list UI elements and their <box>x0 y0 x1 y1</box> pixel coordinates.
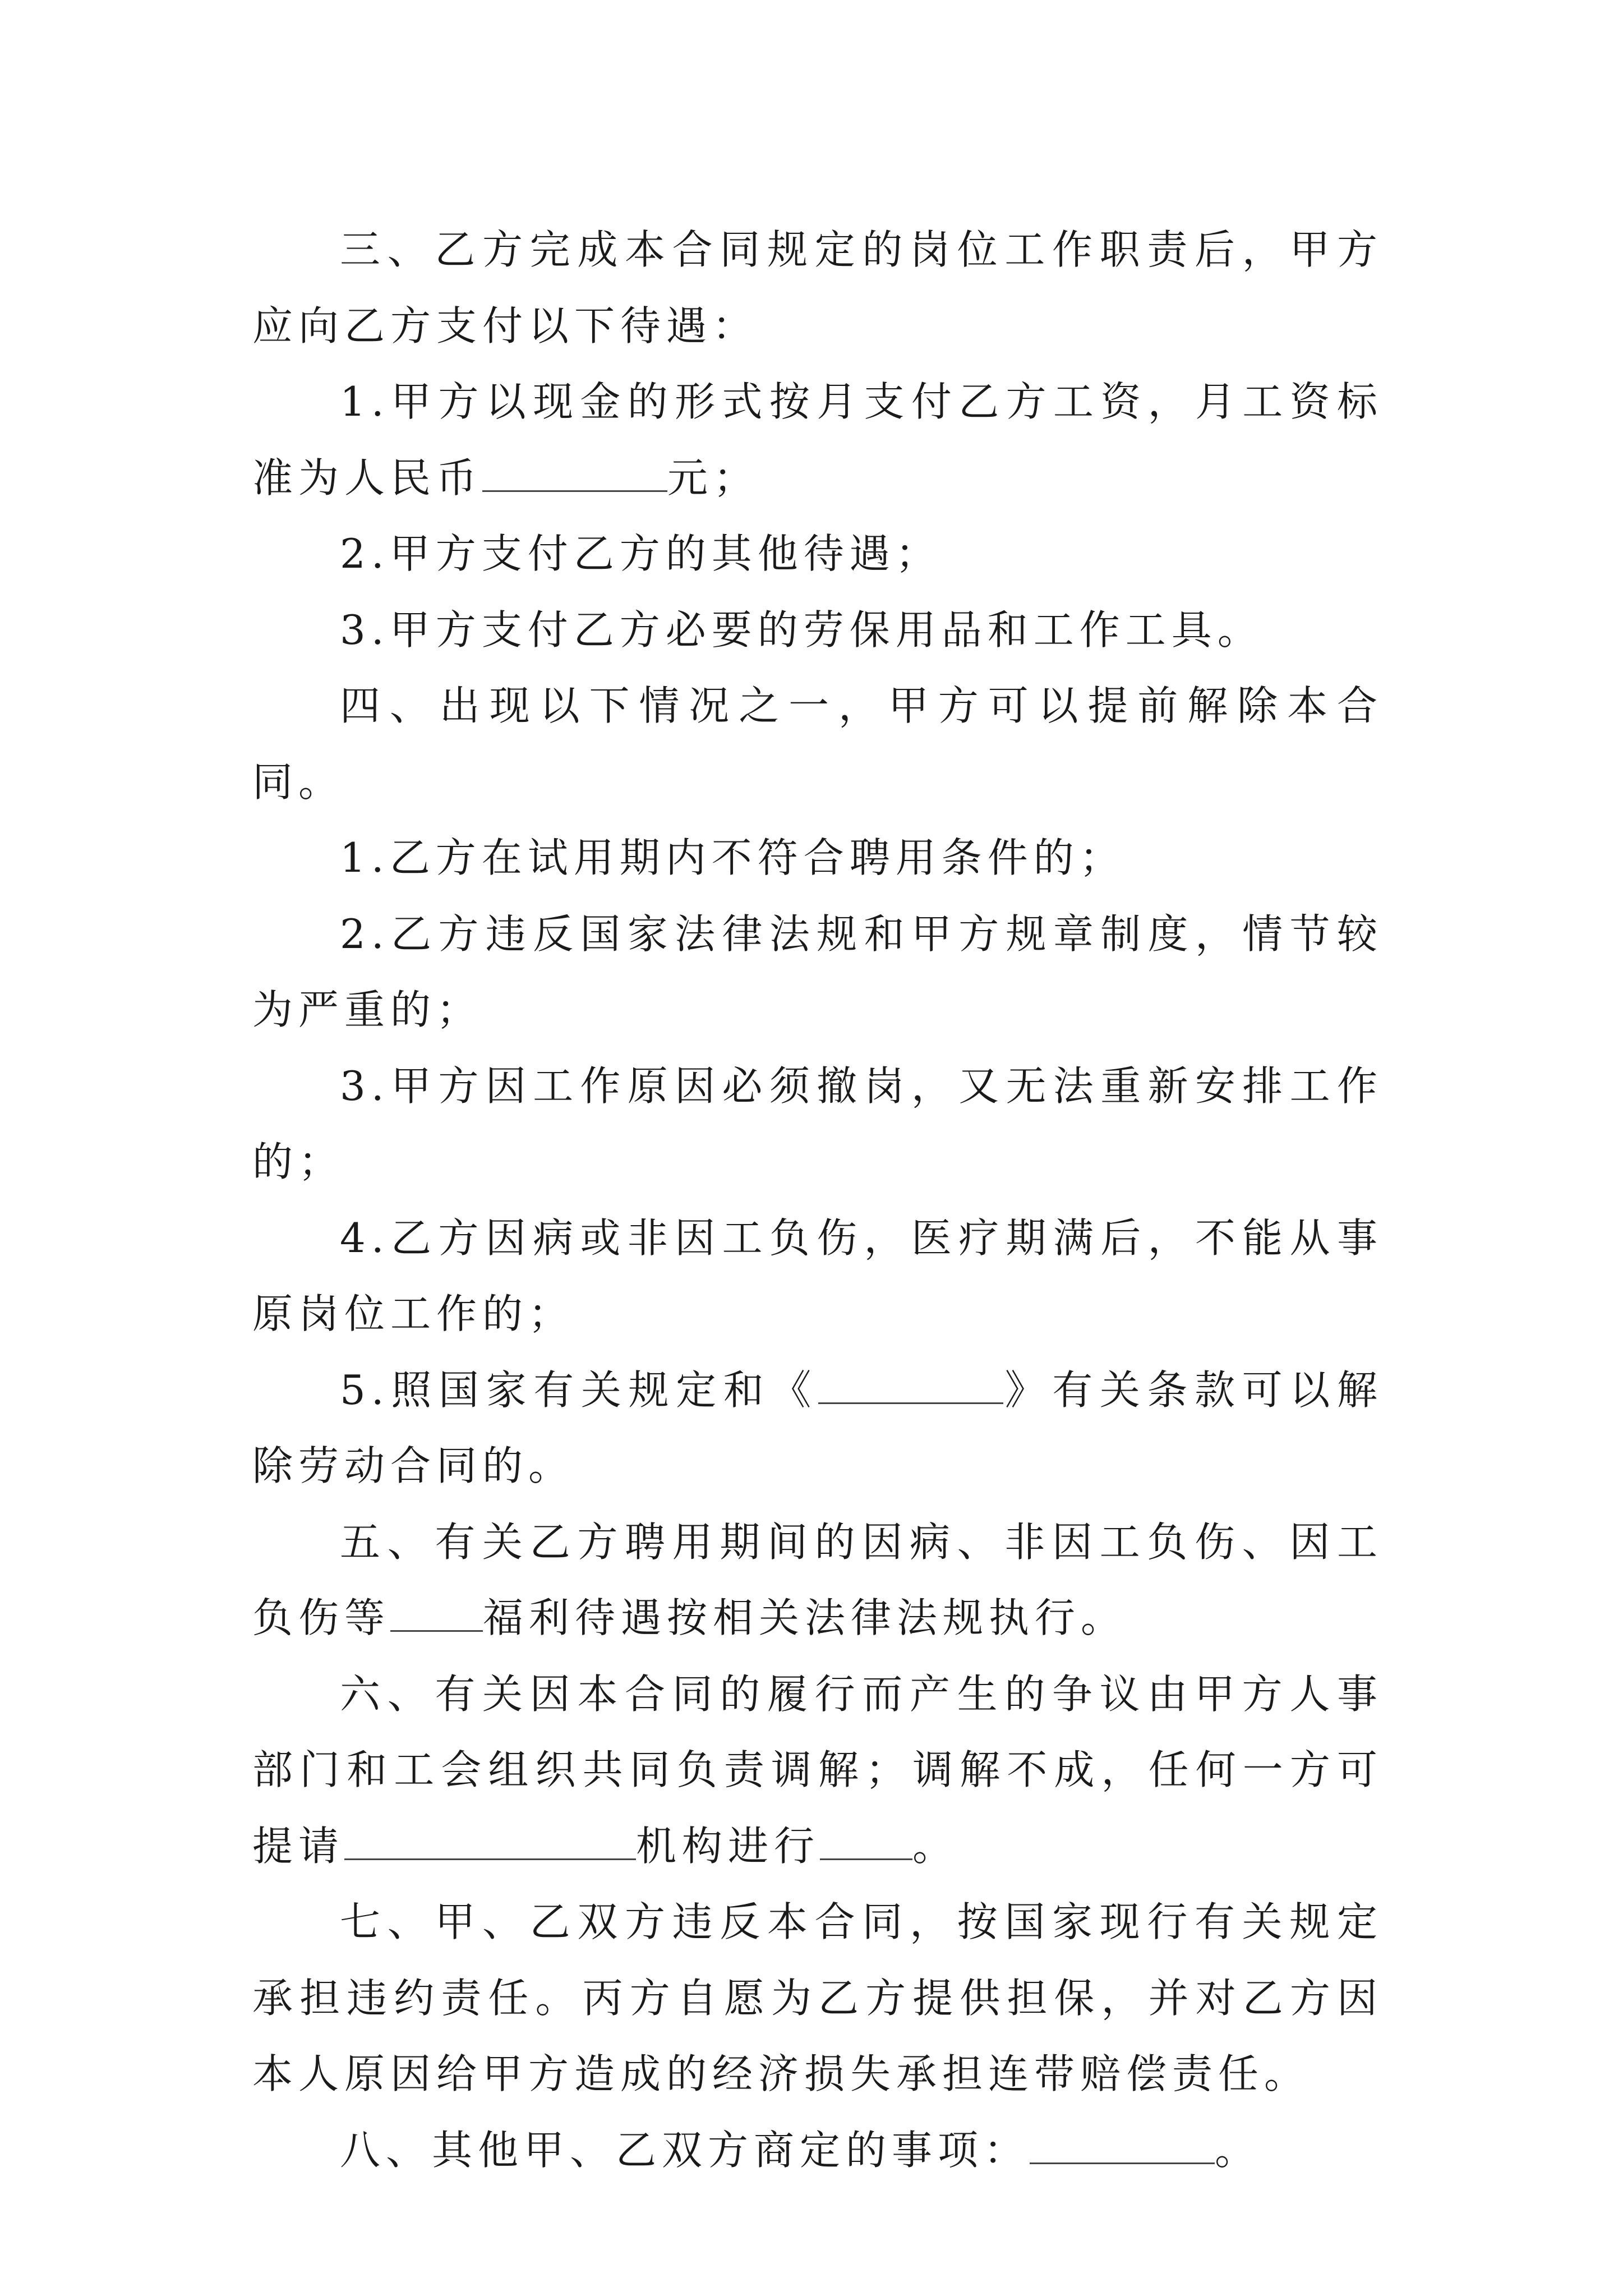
clause-6 <box>252 1657 1383 1885</box>
blank-fill-line <box>818 1368 1003 1404</box>
clause-3-item-3 <box>252 592 1383 669</box>
clause-4-item-3 <box>252 1048 1383 1200</box>
clause-text: 机构进行 <box>636 1822 820 1870</box>
blank-fill-line <box>344 1824 636 1860</box>
clause-3-item-2 <box>252 516 1383 592</box>
clause-text: 3.甲方因工作原因必须撤岗，又无法重新安排工作的； <box>252 1062 1383 1185</box>
contract-body <box>252 212 1383 2188</box>
clause-text: 八、其他甲、乙双方商定的事项： <box>340 2126 1030 2174</box>
clause-text: 2.乙方违反国家法律法规和甲方规章制度，情节较为严重的； <box>252 910 1383 1033</box>
blank-fill-line <box>820 1824 912 1860</box>
clause-4-item-5 <box>252 1352 1383 1504</box>
clause-3 <box>252 212 1383 364</box>
clause-text: 七、甲、乙双方违反本合同，按国家现行有关规定承担违约责任。丙方自愿为乙方提供担保，并对乙方因本人原因给甲方造成的经济损失承担连带赔偿责任。 <box>252 1898 1383 2097</box>
clause-4-item-2 <box>252 896 1383 1048</box>
clause-text: 2.甲方支付乙方的其他待遇； <box>340 530 942 577</box>
clause-text: 五、有关乙方聘用期间的因病、非因工负伤、因工负伤等 <box>252 1518 1383 1641</box>
clause-text: 4.乙方因病或非因工负伤，医疗期满后，不能从事原岗位工作的； <box>252 1214 1383 1337</box>
clause-text: 六、有关因本合同的履行而产生的争议由甲方人事部门和工会组织共同负责调解；调解不成，任何一方可提请 <box>252 1670 1383 1870</box>
clause-4-item-4 <box>252 1200 1383 1352</box>
clause-text: 。 <box>912 1822 959 1870</box>
clause-text: 四、出现以下情况之一，甲方可以提前解除本合同。 <box>252 682 1383 806</box>
clause-5 <box>252 1504 1383 1657</box>
clause-7 <box>252 1884 1383 2113</box>
clause-text: 元； <box>667 454 760 501</box>
clause-text: 福利待遇按相关法律法规执行。 <box>483 1594 1127 1641</box>
blank-fill-line <box>390 1595 483 1632</box>
clause-text: 3.甲方支付乙方必要的劳保用品和工作工具。 <box>340 606 1264 654</box>
clause-3-item-1 <box>252 364 1383 516</box>
clause-text: 》有关条款可以解除劳动合同的。 <box>252 1366 1383 1489</box>
blank-fill-line <box>482 455 667 492</box>
clause-text: 。 <box>1215 2126 1261 2174</box>
clause-4 <box>252 668 1383 820</box>
clause-text: 1.甲方以现金的形式按月支付乙方工资，月工资标准为人民币 <box>252 378 1383 501</box>
clause-8 <box>252 2113 1383 2189</box>
clause-4-item-1 <box>252 820 1383 896</box>
clause-text: 5.照国家有关规定和《 <box>340 1366 818 1414</box>
blank-fill-line <box>1030 2128 1215 2164</box>
clause-text: 1.乙方在试用期内不符合聘用条件的； <box>340 834 1126 881</box>
clause-text: 三、乙方完成本合同规定的岗位工作职责后，甲方应向乙方支付以下待遇： <box>252 226 1383 349</box>
